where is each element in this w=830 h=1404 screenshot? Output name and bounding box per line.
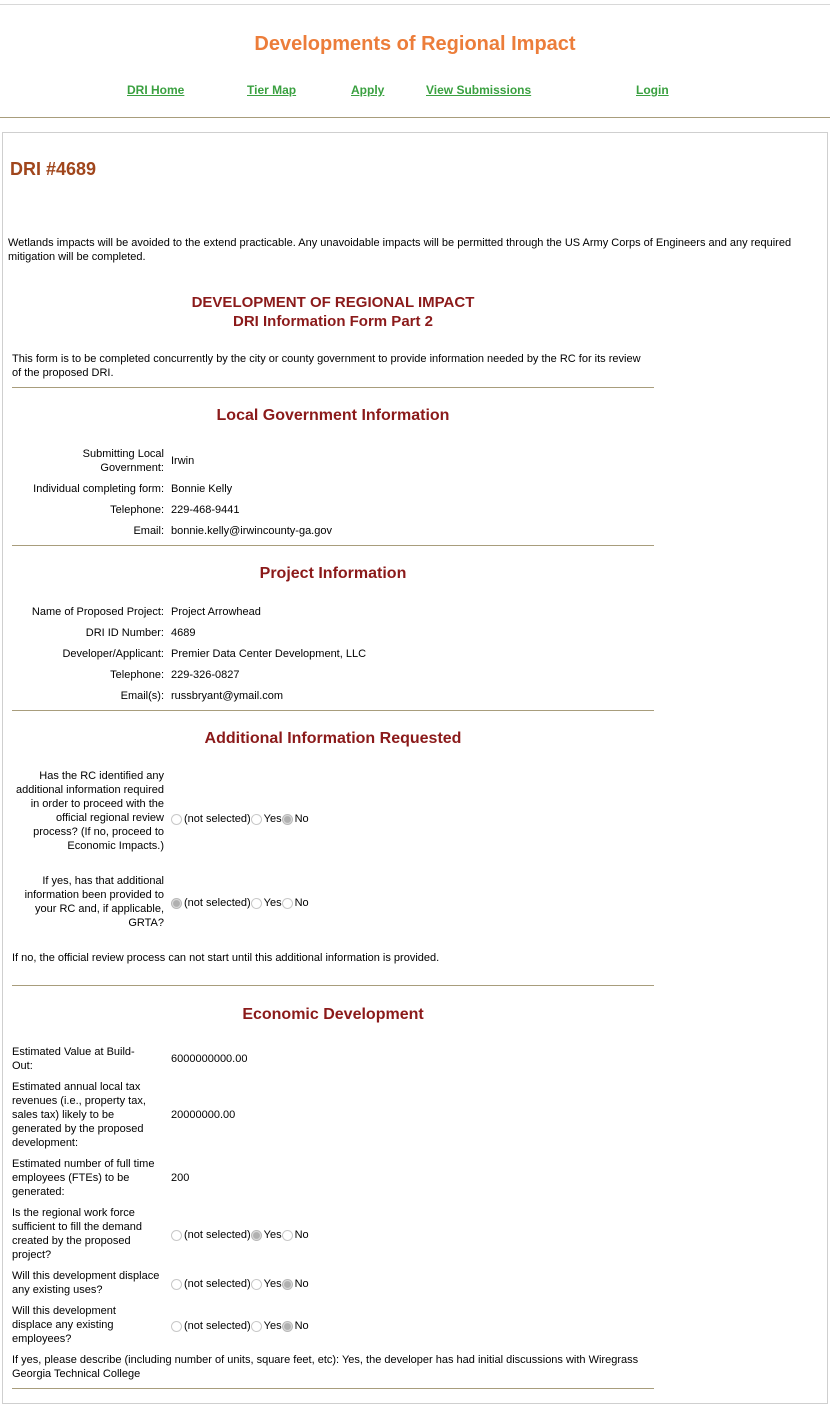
radio-no[interactable]: [282, 1230, 293, 1241]
dev-email-value: russbryant@ymail.com: [171, 690, 284, 702]
radio-label: Yes: [263, 897, 282, 909]
radio-no[interactable]: [282, 814, 293, 825]
radio-label: No: [294, 1320, 309, 1332]
radio-label: No: [294, 1229, 309, 1241]
workforce-radios: [171, 1228, 309, 1242]
radio-label: (not selected): [184, 1320, 251, 1332]
radio-label: Yes: [263, 813, 282, 825]
displace-uses-question: Will this development displace any existing uses?: [12, 1270, 160, 1296]
rc-additional-info-question: Has the RC identified any additional information required in order to proceed with the official regional review process? (If no, proceed to Economic Impacts.): [16, 770, 164, 852]
project-info-heading: Project Information: [259, 565, 407, 582]
section-divider: [12, 545, 654, 546]
radio-label: Yes: [263, 1278, 282, 1290]
section-divider: [12, 387, 654, 388]
radio-yes[interactable]: [251, 1230, 262, 1241]
radio-yes[interactable]: [251, 1321, 262, 1332]
dev-telephone-value: 229-326-0827: [171, 669, 240, 681]
gov-email-value: bonnie.kelly@irwincounty-ga.gov: [171, 525, 332, 537]
gov-telephone-value: 229-468-9441: [171, 504, 240, 516]
radio-not-selected[interactable]: [171, 1230, 182, 1241]
rc-additional-info-radios: [171, 812, 309, 826]
displace-employees-question: Will this development displace any existing employees?: [12, 1305, 116, 1345]
additional-info-heading: Additional Information Requested: [204, 730, 462, 747]
build-out-value-label: Estimated Value at Build-Out:: [12, 1046, 135, 1072]
radio-not-selected[interactable]: [171, 898, 182, 909]
form-title: DEVELOPMENT OF REGIONAL IMPACT: [191, 294, 475, 311]
gov-email-label: Email:: [133, 525, 164, 537]
radio-no[interactable]: [282, 898, 293, 909]
radio-label: (not selected): [184, 813, 251, 825]
developer-value: Premier Data Center Development, LLC: [171, 648, 367, 660]
wetlands-text: Wetlands impacts will be avoided to the extend practicable. Any unavoidable impacts will be permitted through the US Army Corps of Engineers and any required mitigation will be completed.: [8, 237, 792, 263]
radio-label: Yes: [263, 1320, 282, 1332]
dev-email-label: Email(s):: [120, 690, 164, 702]
gov-telephone-label: Telephone:: [110, 504, 164, 516]
header-divider: [0, 117, 830, 118]
radio-label: No: [294, 813, 309, 825]
info-provided-radios: [171, 896, 309, 910]
tax-revenue-value: 20000000.00: [171, 1109, 236, 1121]
review-process-note: If no, the official review process can not start until this additional information is provided.: [12, 952, 440, 964]
radio-label: (not selected): [184, 1229, 251, 1241]
individual-label: Individual completing form:: [33, 483, 164, 495]
radio-label: (not selected): [184, 897, 251, 909]
project-name-value: Project Arrowhead: [171, 606, 261, 618]
submitting-gov-label: Submitting Local Government:: [82, 448, 164, 474]
radio-yes[interactable]: [251, 1279, 262, 1290]
dev-telephone-label: Telephone:: [110, 669, 164, 681]
radio-no[interactable]: [282, 1279, 293, 1290]
section-divider: [12, 1388, 654, 1389]
nav-dri-home[interactable]: DRI Home: [127, 83, 185, 97]
developer-label: Developer/Applicant:: [62, 648, 164, 660]
radio-not-selected[interactable]: [171, 814, 182, 825]
displacement-description: If yes, please describe (including number of units, square feet, etc): Yes, the developer has had initial discussions with Wiregrass Georgia Technical College: [12, 1354, 639, 1380]
fte-label: Estimated number of full time employees (FTEs) to be generated:: [12, 1158, 155, 1198]
local-government-heading: Local Government Information: [216, 407, 450, 424]
radio-label: No: [294, 1278, 309, 1290]
site-title: Developments of Regional Impact: [254, 33, 576, 55]
nav-login[interactable]: Login: [636, 83, 669, 97]
form-subtitle: DRI Information Form Part 2: [232, 313, 434, 330]
build-out-value: 6000000000.00: [171, 1053, 248, 1065]
submitting-gov-value: Irwin: [171, 455, 195, 467]
dri-number-heading: DRI #4689: [10, 159, 97, 179]
displace-employees-radios: [171, 1319, 309, 1333]
section-divider: [12, 985, 654, 986]
top-border: [0, 4, 830, 5]
nav-view-submissions[interactable]: View Submissions: [426, 83, 532, 97]
project-name-label: Name of Proposed Project:: [31, 606, 164, 618]
radio-not-selected[interactable]: [171, 1321, 182, 1332]
displace-uses-radios: [171, 1277, 309, 1291]
radio-not-selected[interactable]: [171, 1279, 182, 1290]
nav-tier-map[interactable]: Tier Map: [247, 83, 297, 97]
fte-value: 200: [171, 1172, 190, 1184]
individual-value: Bonnie Kelly: [171, 483, 233, 495]
dri-id-value: 4689: [171, 627, 196, 639]
tax-revenue-label: Estimated annual local tax revenues (i.e., property tax, sales tax) likely to be generated by the proposed development:: [12, 1081, 146, 1149]
radio-label: Yes: [263, 1229, 282, 1241]
info-provided-question: If yes, has that additional information been provided to your RC and, if applicable, GRTA?: [24, 875, 164, 929]
radio-yes[interactable]: [251, 898, 262, 909]
nav-apply[interactable]: Apply: [351, 83, 385, 97]
radio-label: No: [294, 897, 309, 909]
workforce-question: Is the regional work force sufficient to fill the demand created by the proposed project?: [12, 1207, 143, 1261]
radio-yes[interactable]: [251, 814, 262, 825]
radio-no[interactable]: [282, 1321, 293, 1332]
form-intro: This form is to be completed concurrently by the city or county government to provide information needed by the RC for its review of the proposed DRI.: [12, 353, 641, 379]
economic-development-heading: Economic Development: [242, 1006, 424, 1023]
radio-label: (not selected): [184, 1278, 251, 1290]
dri-id-label: DRI ID Number:: [85, 627, 164, 639]
section-divider: [12, 710, 654, 711]
